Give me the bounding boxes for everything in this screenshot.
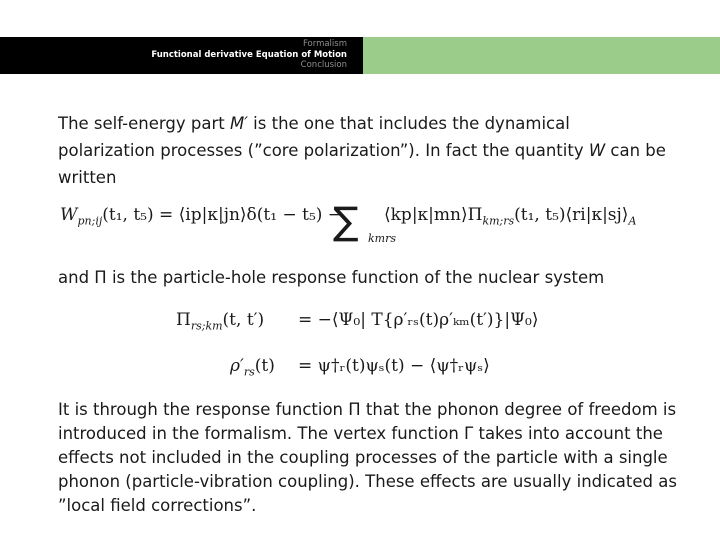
slide-header: [0, 37, 720, 74]
eq-w-pi-subscript: km;rs: [482, 214, 515, 228]
eq-w-antisym-subscript: A: [628, 214, 637, 228]
eq-w-first-term: (t₁, t₅) = ⟨ip|κ|jn⟩δ(t₁ − t₅) −: [102, 205, 343, 225]
eq-w-symbol: W: [60, 205, 78, 225]
eq-rho-args: (t): [254, 356, 275, 376]
nav-item-conclusion[interactable]: Conclusion: [300, 60, 347, 70]
nav-item-formalism[interactable]: Formalism: [302, 39, 347, 49]
p1-text-b: is the one that includes the dynamical polarization processes (”core polarization”). In fact the quantity: [58, 114, 589, 160]
p1-symbol-w: W: [588, 141, 606, 160]
eq-w-exchange: (t₁, t₅)⟨ri|κ|sj⟩: [514, 205, 629, 225]
equation-pi-rhs: = −⟨Ψ₀| T{ρ′ᵣₛ(t)ρ′ₖₘ(t′)}|Ψ₀⟩: [298, 310, 539, 330]
paragraph-self-energy: [58, 110, 668, 191]
equation-w: [60, 205, 342, 227]
summation-index: kmrs: [368, 232, 396, 245]
header-nav-panel: [0, 37, 363, 74]
equation-rho-lhs: [230, 356, 275, 378]
equation-w-sum-term: [384, 205, 636, 227]
nav-item-functional-derivative[interactable]: Functional derivative Equation of Motion: [151, 49, 347, 60]
section-navigation: [151, 39, 347, 71]
p1-text-a: The self-energy part: [58, 114, 230, 133]
eq-rho-subscript: rs: [243, 365, 255, 379]
eq-w-subscript: pn;ij: [77, 214, 103, 228]
eq-w-matrix-element: ⟨kp|κ|mn⟩Π: [384, 205, 483, 225]
eq-rho-symbol: ρ′: [230, 356, 244, 376]
paragraph-response-function: and Π is the particle-hole response function of the nuclear system: [58, 268, 605, 287]
paragraph-vertex-function: It is through the response function Π that the phonon degree of freedom is introduced in the formalism. The vertex function Γ takes into account the effects not included in the coupling processes of the particle with a single phonon (particle-vibration coupling). These effects are usually indicated as ”local field corrections”.: [58, 400, 677, 515]
equation-rho-rhs: = ψ†ᵣ(t)ψₛ(t) − ⟨ψ†ᵣψₛ⟩: [298, 356, 490, 376]
equation-pi-lhs: [176, 310, 264, 332]
eq-pi-subscript: rs;km: [190, 319, 223, 333]
header-accent-bar: [363, 37, 720, 74]
eq-pi-args: (t, t′): [222, 310, 265, 330]
p1-text-c: can be written: [58, 141, 666, 187]
eq-pi-symbol: Π: [176, 310, 191, 330]
summation-symbol: ∑: [333, 199, 359, 243]
p1-symbol-m: M′: [229, 114, 248, 133]
